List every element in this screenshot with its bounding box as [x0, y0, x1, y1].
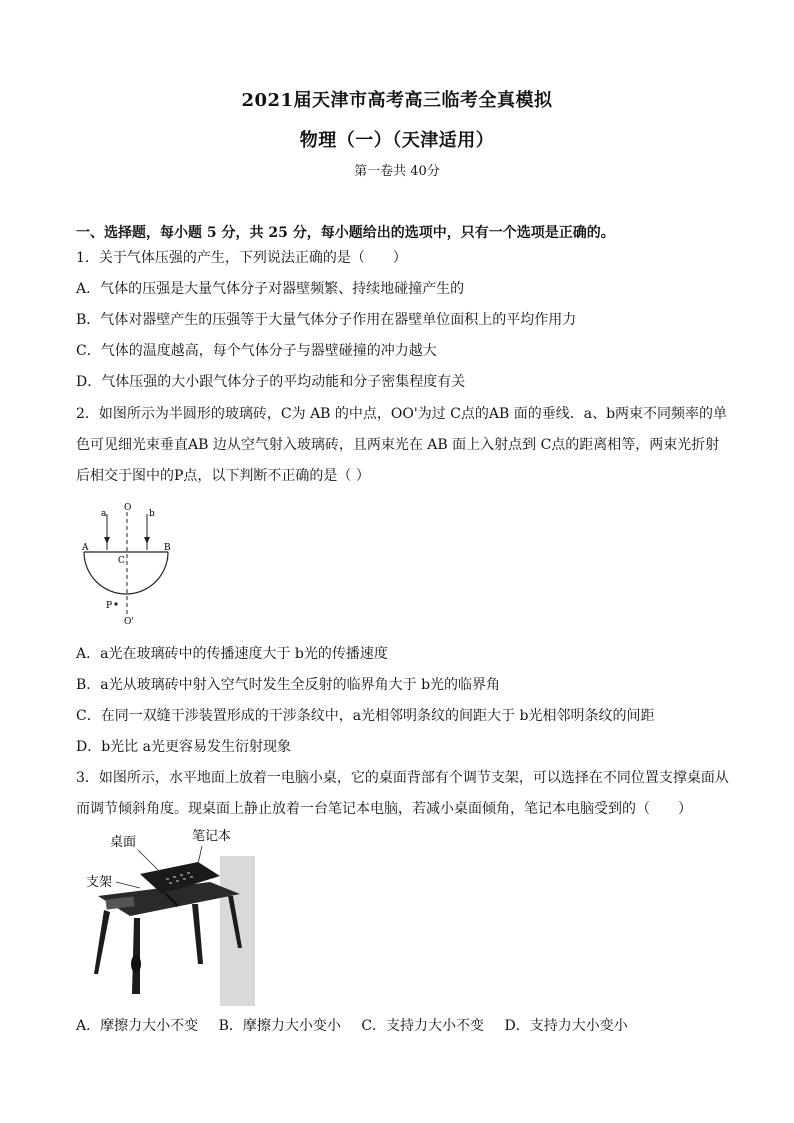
label-o-prime: O' — [124, 617, 134, 627]
q2-stem-line-1: 2．如图所示为半圆形的玻璃砖，C为 AB 的中点，OO'为过 C点的AB 面的垂线．a、b两束不同频率的单 — [76, 406, 728, 422]
q3-stem-line-2: 而调节倾斜角度。现桌面上静止放着一台笔记本电脑，若减小桌面倾角，笔记本电脑受到的（ ） — [76, 801, 692, 817]
label-b-point: B — [164, 543, 171, 553]
exam-subtitle: 物理（一）（天津适用） — [299, 130, 495, 151]
table-leg-back-right — [192, 904, 203, 964]
section-heading: 一、选择题，每小题 5 分，共 25 分，每小题给出的选项中，只有一个选项是正确的。 — [76, 225, 615, 241]
semicircle-glass-diagram — [80, 500, 180, 628]
q1-option-c: C．气体的温度越高，每个气体分子与器壁碰撞的冲力越大 — [76, 343, 437, 359]
q2-stem-line-2: 色可见细光束垂直AB 边从空气射入玻璃砖，且两束光在 AB 面上入射点到 C点的距离相等，两束光折射 — [76, 437, 720, 453]
label-a: a — [101, 509, 107, 519]
desktop-leader — [138, 850, 160, 872]
label-a-point: A — [82, 543, 89, 553]
q3-stem-line-1: 3．如图所示，水平地面上放着一电脑小桌，它的桌面背部有个调节支架，可以选择在不同位置支撑桌面从 — [76, 770, 729, 786]
point-p — [114, 602, 117, 605]
label-c: C — [118, 556, 125, 566]
q2-stem-line-3: 后相交于图中的P点，以下判断不正确的是（ ） — [76, 468, 370, 484]
laptop-desk-photo — [80, 824, 255, 1006]
q3-option-b: B．摩擦力大小变小 — [218, 1018, 341, 1034]
semicircle-arc — [84, 552, 168, 594]
label-b: b — [149, 509, 155, 519]
q1-option-d: D．气体压强的大小跟气体分子的平均动能和分子密集程度有关 — [76, 374, 466, 390]
leg-joint — [131, 955, 141, 973]
q3-option-d: D．支持力大小变小 — [504, 1018, 628, 1034]
q3-option-a: A．摩擦力大小不变 — [76, 1018, 199, 1034]
label-o: O — [124, 503, 132, 513]
q2-option-a: A．a光在玻璃砖中的传播速度大于 b光的传播速度 — [76, 646, 388, 662]
q2-option-c: C．在同一双缝干涉装置形成的干涉条纹中，a光相邻明条纹的间距大于 b光相邻明条纹的间距 — [76, 708, 655, 724]
q1-stem: 1．关于气体压强的产生，下列说法正确的是（ ） — [76, 250, 407, 266]
q3-options — [76, 1016, 726, 1036]
bracket-leader — [116, 882, 140, 888]
table-leg-front-left — [94, 910, 110, 974]
exam-title: 2021届天津市高考高三临考全真模拟 — [241, 90, 553, 111]
volume-note: 第一卷共 40分 — [354, 164, 440, 179]
q1-option-b: B．气体对器壁产生的压强等于大量气体分子作用在器壁单位面积上的平均作用力 — [76, 312, 577, 328]
q1-option-a: A．气体的压强是大量气体分子对器壁频繁、持续地碰撞产生的 — [76, 281, 465, 297]
label-p: P — [106, 601, 113, 611]
laptop-leader — [198, 846, 202, 864]
ray-b-arrow — [144, 537, 150, 544]
q2-option-b: B．a光从玻璃砖中射入空气时发生全反射的临界角大于 b光的临界角 — [76, 677, 501, 693]
label-desktop: 桌面 — [110, 834, 137, 849]
q3-option-c: C．支持力大小不变 — [361, 1018, 485, 1034]
label-laptop: 笔记本 — [192, 828, 232, 843]
label-bracket: 支架 — [86, 874, 113, 889]
ray-a-arrow — [104, 537, 110, 544]
q2-option-d: D．b光比 a光更容易发生衍射现象 — [76, 739, 291, 755]
